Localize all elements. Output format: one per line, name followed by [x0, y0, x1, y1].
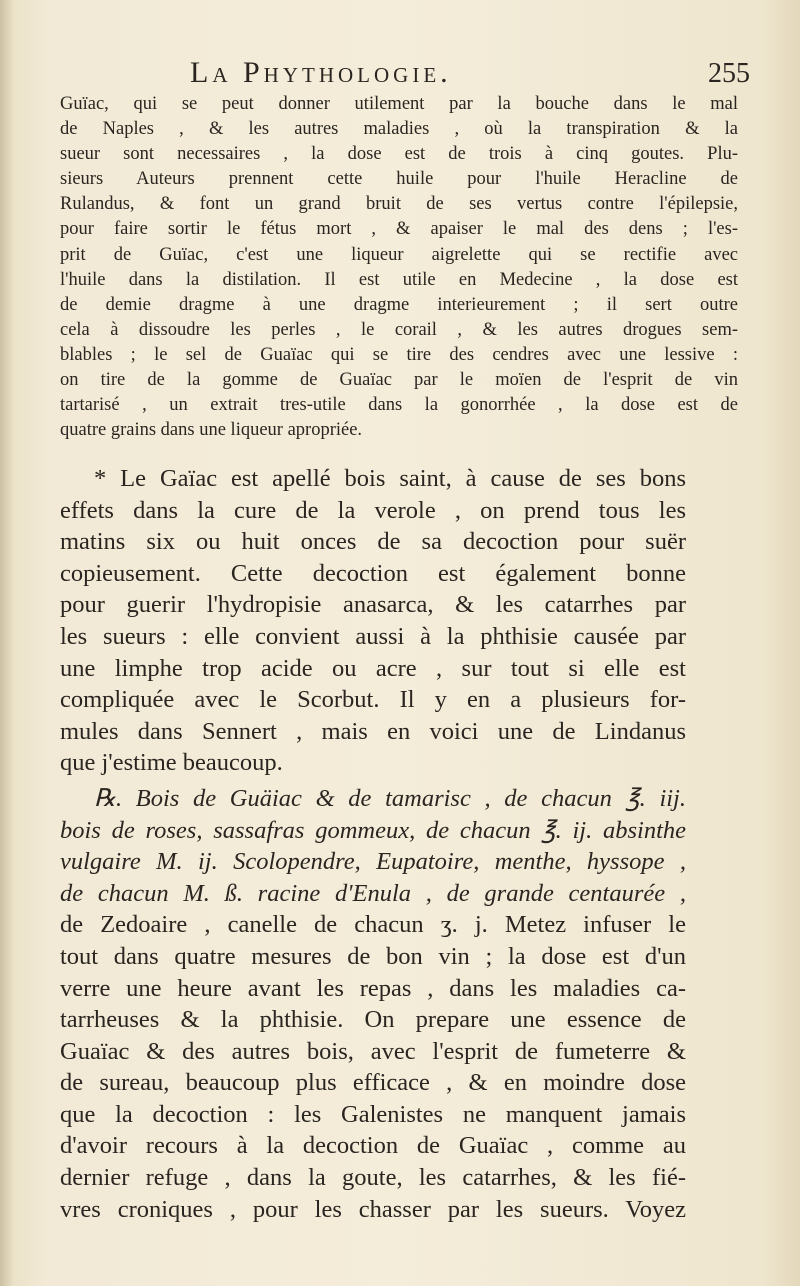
text-line: de sureau, beaucoup plus efficace , & en moindre dose	[60, 1069, 686, 1097]
text-line: une limphe trop acide ou acre , sur tout si elle est	[60, 654, 686, 682]
text-line: tout dans quatre mesures de bon vin ; la dose est d'un	[60, 942, 686, 970]
text-line: * Le Gaïac est apellé bois saint, à cause de ses bons	[94, 465, 686, 492]
page-number: 255	[708, 58, 750, 89]
main-paragraph	[60, 463, 686, 1225]
text-line: vres croniques , pour les chasser par les sueurs. Voyez	[60, 1195, 686, 1223]
text-line: Guïac, qui se peut donner utilement par la bouche dans le mal	[60, 94, 738, 114]
text-line: de demie dragme à une dragme interieurement ; il sert outre	[60, 294, 738, 315]
recipe-line: vulgaire M. ij. Scolopendre, Eupatoire, menthe, hyssope ,	[60, 848, 686, 876]
recipe-line: bois de roses, sassafras gommeux, de chacun ℥. ij. absinthe	[60, 816, 686, 844]
page-header	[60, 56, 760, 96]
small-print-paragraph	[60, 92, 738, 443]
text-line: de Zedoaire , canelle de chacun ʒ. j. Metez infuser le	[60, 911, 686, 939]
recipe-line: de chacun M. ß. racine d'Enula , de grande centaurée ,	[60, 879, 686, 907]
text-line: Rulandus, & font un grand bruit de ses vertus contre l'épilepsie,	[60, 194, 738, 215]
text-line: dernier refuge , dans la goute, les catarrhes, & les fié-	[60, 1164, 686, 1192]
text-line: prit de Guïac, c'est une liqueur aigrelette qui se rectifie avec	[60, 244, 738, 265]
text-line: que la decoction : les Galenistes ne manquent jamais	[60, 1100, 686, 1128]
text-line: on tire de la gomme de Guaïac par le moïen de l'esprit de vin	[60, 370, 738, 391]
text-line: l'huile dans la distilation. Il est utile en Medecine , la dose est	[60, 269, 738, 290]
text-line: les sueurs : elle convient aussi à la phthisie causée par	[60, 622, 686, 650]
text-line: que j'estime beaucoup.	[60, 749, 283, 777]
text-line: pour guerir l'hydropisie anasarca, & les catarrhes par	[60, 591, 686, 619]
recipe-line: ℞. Bois de Guäiac & de tamarisc , de chacun ℥. iij.	[94, 784, 686, 812]
text-line: mules dans Sennert , mais en voici une de Lindanus	[60, 717, 686, 745]
page-edge-shadow	[0, 0, 14, 1286]
text-line: matins six ou huit onces de sa decoction pour suër	[60, 528, 686, 556]
text-line: pour faire sortir le fétus mort , & apaiser le mal des dens ; l'es-	[60, 219, 738, 240]
text-line: tarrheuses & la phthisie. On prepare une essence de	[60, 1006, 686, 1034]
text-line: tartarisé , un extrait tres-utile dans la gonorrhée , la dose est de	[60, 395, 738, 416]
text-line: d'avoir recours à la decoction de Guaïac , comme au	[60, 1132, 686, 1160]
text-line: cela à dissoudre les perles , le corail , & les autres drogues sem-	[60, 319, 738, 340]
text-line: sieurs Auteurs prennent cette huile pour l'huile Heracline de	[60, 169, 738, 190]
text-line: copieusement. Cette decoction est également bonne	[60, 559, 686, 587]
text-line: verre une heure avant les repas , dans les maladies ca-	[60, 974, 686, 1002]
text-line: sueur sont necessaires , la dose est de trois à cinq goutes. Plu-	[60, 144, 738, 165]
text-line: Guaïac & des autres bois, avec l'esprit de fumeterre &	[60, 1037, 686, 1065]
text-line: effets dans la cure de la verole , on prend tous les	[60, 496, 686, 524]
running-title: La Phythologie.	[190, 56, 452, 89]
text-line: blables ; le sel de Guaïac qui se tire des cendres avec une lessive :	[60, 344, 738, 365]
text-line: quatre grains dans une liqueur apropriée.	[60, 420, 363, 441]
text-line: compliquée avec le Scorbut. Il y en a plusieurs for-	[60, 686, 686, 714]
text-line: de Naples , & les autres maladies , où la transpiration & la	[60, 119, 738, 140]
